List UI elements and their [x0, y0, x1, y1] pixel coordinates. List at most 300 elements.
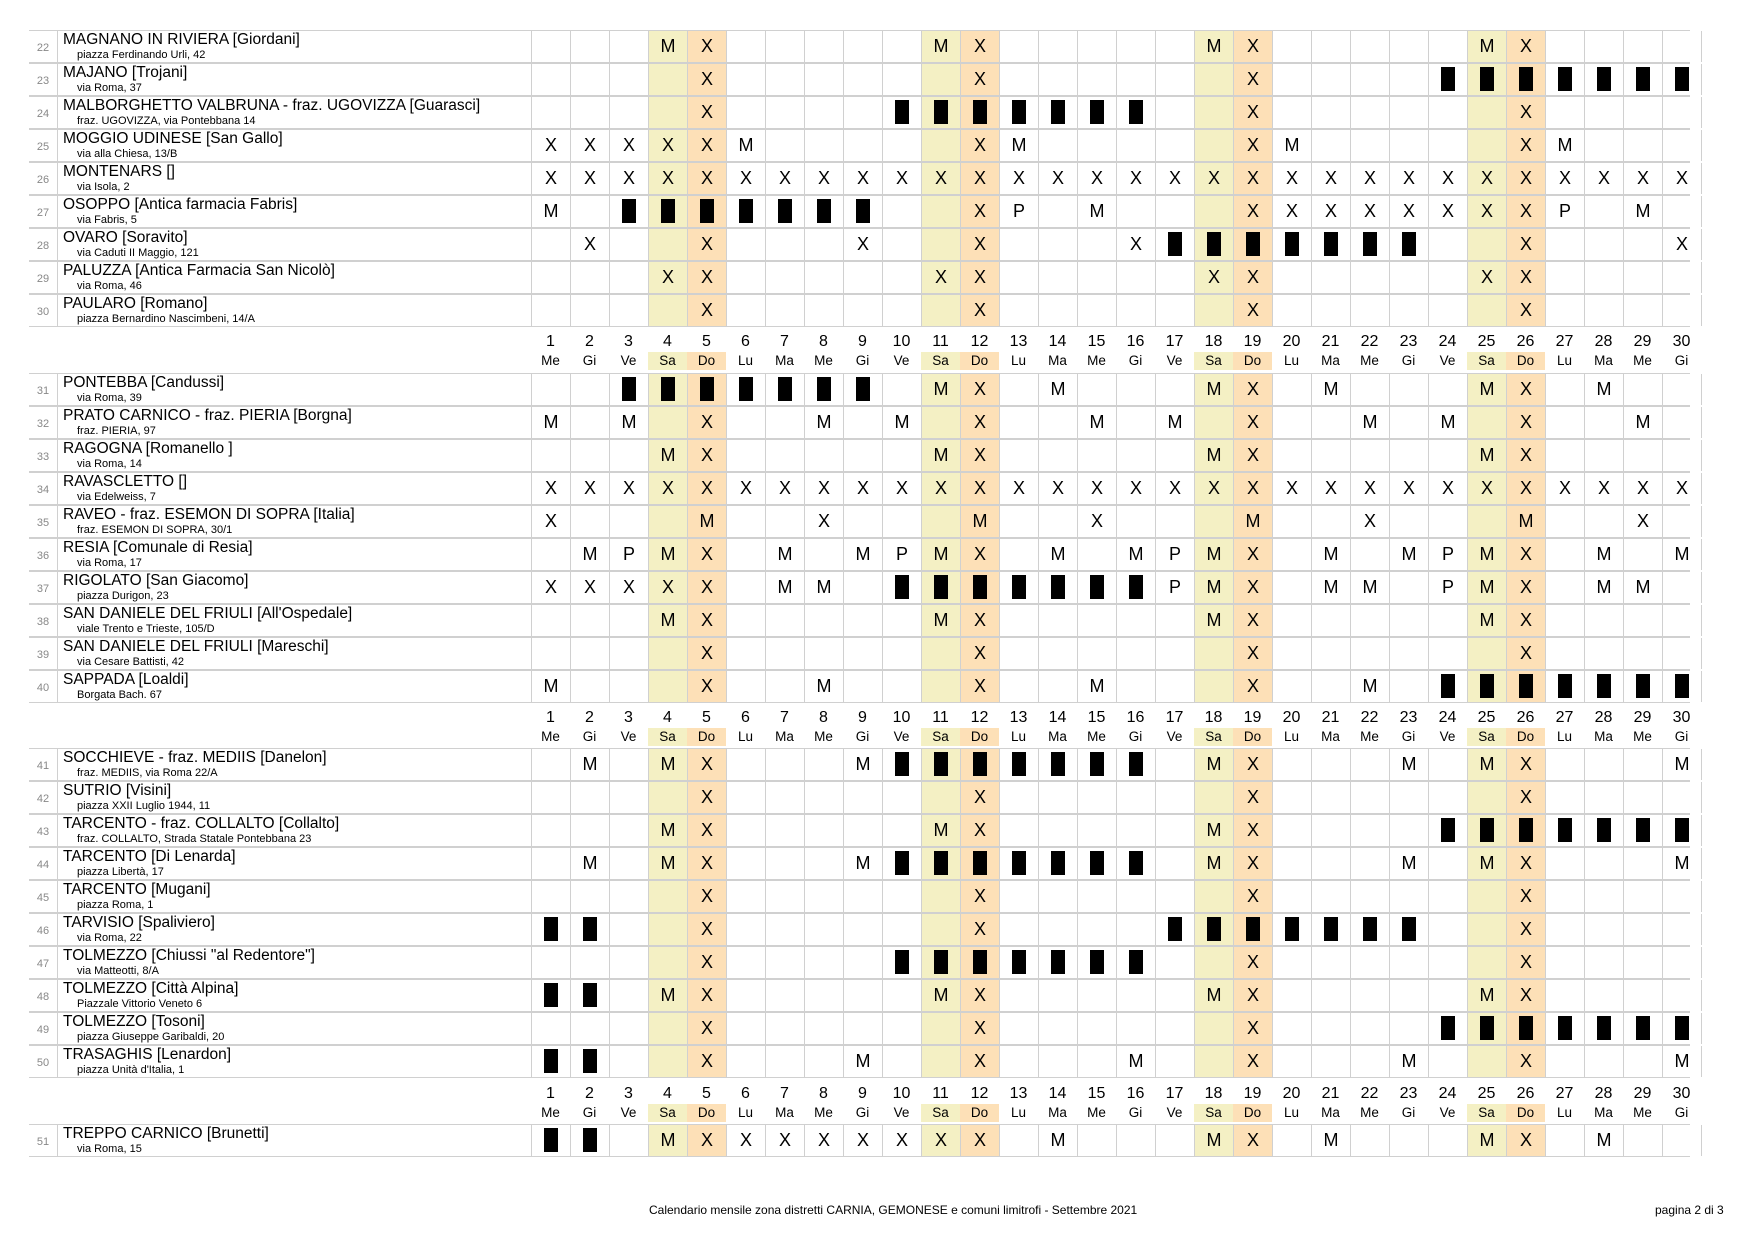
closed-bar-mark [1636, 67, 1650, 91]
schedule-cell [960, 848, 999, 879]
schedule-cell [843, 196, 882, 227]
schedule-cell [531, 539, 570, 570]
schedule-cell [1233, 539, 1272, 570]
schedule-mark: M [1206, 379, 1222, 399]
schedule-cell [570, 473, 609, 504]
day-header-cell [1350, 332, 1389, 370]
pharmacy-address: via Roma, 17 [77, 557, 142, 569]
pharmacy-address: via alla Chiesa, 13/B [77, 148, 178, 160]
schedule-cell [1038, 605, 1077, 636]
schedule-cell [960, 97, 999, 128]
schedule-mark: X [1207, 267, 1220, 287]
day-header-cell [1584, 708, 1623, 746]
schedule-cell [1038, 881, 1077, 912]
row-number: 29 [29, 262, 58, 293]
schedule-cell [960, 506, 999, 537]
day-number: 25 [1477, 709, 1496, 726]
day-number: 6 [741, 709, 750, 726]
weekday-label: Gi [582, 1105, 597, 1120]
schedule-cell [843, 97, 882, 128]
weekday-label: Ma [1048, 353, 1067, 368]
schedule-mark: X [1285, 168, 1298, 188]
schedule-cell [1350, 163, 1389, 194]
row-number: 37 [29, 572, 58, 603]
closed-bar-mark [1246, 917, 1260, 941]
closed-bar-mark [1636, 674, 1650, 698]
closed-bar-mark [583, 1049, 597, 1073]
schedule-cell [804, 881, 843, 912]
schedule-mark: X [583, 168, 596, 188]
schedule-cell [1662, 130, 1702, 161]
pharmacy-address: via Isola, 2 [77, 181, 130, 193]
closed-bar-mark [1480, 67, 1494, 91]
day-number: 15 [1087, 709, 1106, 726]
weekday-label: Gi [1674, 729, 1689, 744]
schedule-cell [1311, 440, 1350, 471]
day-header-cell [960, 708, 999, 746]
schedule-cell [765, 881, 804, 912]
schedule-mark: M [1479, 445, 1495, 465]
schedule-mark: M [1674, 1051, 1690, 1071]
schedule-cell [765, 262, 804, 293]
schedule-cell [1623, 31, 1662, 62]
day-header-cell [1623, 1084, 1662, 1122]
schedule-cell [726, 31, 765, 62]
schedule-cell [1311, 749, 1350, 780]
schedule-cell [1155, 782, 1194, 813]
schedule-cell [648, 539, 687, 570]
schedule-mark: X [817, 168, 830, 188]
schedule-cell [1194, 605, 1233, 636]
schedule-cell [1584, 97, 1623, 128]
schedule-cell [1311, 506, 1350, 537]
schedule-mark: P [622, 544, 635, 564]
closed-bar-mark [973, 851, 987, 875]
schedule-cell [1311, 605, 1350, 636]
schedule-cell [1194, 539, 1233, 570]
schedule-cell [687, 749, 726, 780]
schedule-mark: X [973, 610, 986, 630]
schedule-mark: X [1363, 478, 1376, 498]
row-number: 28 [29, 229, 58, 260]
day-number: 29 [1633, 709, 1652, 726]
day-header-cell [570, 1084, 609, 1122]
schedule-mark: X [1168, 168, 1181, 188]
schedule-cell [1077, 914, 1116, 945]
closed-bar-mark [1090, 575, 1104, 599]
schedule-mark: X [1246, 201, 1259, 221]
schedule-cell [531, 407, 570, 438]
schedule-cell [882, 947, 921, 978]
schedule-cell [1038, 815, 1077, 846]
schedule-cell [921, 506, 960, 537]
schedule-mark: X [1597, 168, 1610, 188]
schedule-cell [843, 638, 882, 669]
schedule-cell [1506, 506, 1545, 537]
weekday-label: Gi [1674, 1105, 1689, 1120]
schedule-cell [1233, 1013, 1272, 1044]
schedule-cell [1584, 605, 1623, 636]
schedule-mark: X [1597, 478, 1610, 498]
day-number: 17 [1165, 1085, 1184, 1102]
schedule-cell [609, 97, 648, 128]
schedule-mark: X [1051, 168, 1064, 188]
closed-bar-mark [856, 199, 870, 223]
schedule-cell [1545, 295, 1584, 326]
closed-bar-mark [1285, 917, 1299, 941]
schedule-cell [804, 914, 843, 945]
schedule-mark: M [1362, 412, 1378, 432]
schedule-cell [1038, 914, 1077, 945]
schedule-mark: X [973, 1018, 986, 1038]
schedule-cell [843, 407, 882, 438]
schedule-mark: X [622, 577, 635, 597]
schedule-mark: X [661, 168, 674, 188]
schedule-cell [960, 163, 999, 194]
schedule-cell [1623, 782, 1662, 813]
schedule-cell [1155, 815, 1194, 846]
schedule-cell [882, 638, 921, 669]
schedule-cell [531, 163, 570, 194]
schedule-cell [999, 407, 1038, 438]
schedule-mark: X [973, 544, 986, 564]
schedule-cell [609, 671, 648, 702]
schedule-cell [1194, 262, 1233, 293]
day-header-cell [1038, 332, 1077, 370]
schedule-mark: X [1519, 267, 1532, 287]
schedule-cell [1116, 605, 1155, 636]
schedule-cell [1155, 914, 1194, 945]
schedule-cell [1545, 848, 1584, 879]
day-header-cell [609, 1084, 648, 1122]
pharmacy-name: SUTRIO [Visini] [63, 782, 172, 799]
day-number: 28 [1594, 1085, 1613, 1102]
schedule-mark: X [739, 1130, 752, 1150]
schedule-mark: X [622, 168, 635, 188]
schedule-cell [843, 163, 882, 194]
day-number: 9 [858, 1085, 867, 1102]
day-number: 26 [1516, 1085, 1535, 1102]
schedule-cell [1155, 1125, 1194, 1156]
schedule-mark: M [1128, 1051, 1144, 1071]
schedule-cell [1077, 163, 1116, 194]
schedule-cell [1584, 1046, 1623, 1077]
pharmacy-row [29, 1045, 1690, 1078]
schedule-cell [609, 815, 648, 846]
schedule-cell [1116, 440, 1155, 471]
schedule-cell [765, 64, 804, 95]
schedule-mark: X [1519, 201, 1532, 221]
schedule-cell [726, 506, 765, 537]
schedule-cell [1116, 229, 1155, 260]
schedule-cell [1272, 64, 1311, 95]
schedule-cell [921, 1013, 960, 1044]
closed-bar-mark [778, 377, 792, 401]
closed-bar-mark [583, 983, 597, 1007]
schedule-cell [1545, 196, 1584, 227]
schedule-cell [882, 671, 921, 702]
schedule-cell [843, 947, 882, 978]
schedule-cell [726, 473, 765, 504]
schedule-cell [1545, 407, 1584, 438]
schedule-cell [1662, 407, 1702, 438]
day-header-cell [1467, 1084, 1506, 1122]
schedule-cell [1038, 97, 1077, 128]
schedule-cell [765, 1046, 804, 1077]
schedule-cell [570, 97, 609, 128]
schedule-mark: X [700, 1051, 713, 1071]
pharmacy-name: MALBORGHETTO VALBRUNA - fraz. UGOVIZZA [Guarasci] [63, 97, 481, 114]
closed-bar-mark [1519, 67, 1533, 91]
schedule-cell [687, 539, 726, 570]
schedule-cell [1389, 980, 1428, 1011]
day-header [531, 1084, 1691, 1124]
schedule-cell [1389, 295, 1428, 326]
schedule-cell [882, 881, 921, 912]
row-number: 46 [29, 914, 58, 945]
pharmacy-row [29, 472, 1690, 505]
schedule-mark: X [1480, 201, 1493, 221]
schedule-cell [1545, 31, 1584, 62]
pharmacy-name: TARVISIO [Spaliviero] [63, 914, 215, 931]
schedule-cell [1623, 638, 1662, 669]
schedule-mark: X [700, 952, 713, 972]
schedule-cell [726, 539, 765, 570]
schedule-cell [1116, 947, 1155, 978]
schedule-cell [804, 572, 843, 603]
weekday-label: Do [1233, 352, 1272, 370]
schedule-mark: X [1519, 643, 1532, 663]
day-number: 7 [780, 1085, 789, 1102]
schedule-cell [1350, 506, 1389, 537]
weekday-label: Gi [1401, 1105, 1416, 1120]
schedule-cell [1662, 749, 1702, 780]
schedule-cell [921, 1125, 960, 1156]
schedule-mark: X [700, 267, 713, 287]
day-number: 23 [1399, 709, 1418, 726]
schedule-mark: M [1674, 853, 1690, 873]
pharmacy-row [29, 748, 1690, 781]
schedule-cell [1467, 749, 1506, 780]
weekday-label: Me [1360, 1105, 1379, 1120]
weekday-label: Ve [1439, 353, 1456, 368]
schedule-cell [687, 196, 726, 227]
schedule-cell [999, 947, 1038, 978]
day-number: 18 [1204, 333, 1223, 350]
schedule-mark: X [583, 577, 596, 597]
day-header-cell [648, 1084, 687, 1122]
schedule-mark: X [700, 610, 713, 630]
weekday-label: Lu [1556, 353, 1573, 368]
schedule-mark: P [1168, 577, 1181, 597]
schedule-mark: X [817, 511, 830, 531]
schedule-mark: X [1246, 267, 1259, 287]
schedule-cell [1038, 572, 1077, 603]
schedule-cell [921, 749, 960, 780]
schedule-cell [531, 947, 570, 978]
schedule-cell [1662, 196, 1702, 227]
schedule-mark: X [1090, 168, 1103, 188]
schedule-cell [1155, 407, 1194, 438]
closed-bar-mark [1090, 752, 1104, 776]
schedule-mark: X [1519, 577, 1532, 597]
pharmacy-row [29, 1124, 1690, 1157]
day-number: 13 [1009, 709, 1028, 726]
schedule-mark: X [1129, 168, 1142, 188]
schedule-mark: X [700, 300, 713, 320]
schedule-cell [1428, 130, 1467, 161]
row-number: 47 [29, 947, 58, 978]
schedule-cell [1077, 374, 1116, 405]
schedule-cell [960, 407, 999, 438]
schedule-cell [726, 980, 765, 1011]
day-number: 18 [1204, 709, 1223, 726]
closed-bar-mark [1558, 818, 1572, 842]
schedule-cell [1311, 407, 1350, 438]
pharmacy-row [29, 373, 1690, 406]
schedule-cell [1662, 947, 1702, 978]
schedule-cell [609, 31, 648, 62]
schedule-mark: X [973, 1130, 986, 1150]
closed-bar-mark [622, 377, 636, 401]
schedule-cell [1194, 881, 1233, 912]
schedule-cell [726, 782, 765, 813]
schedule-mark: X [817, 478, 830, 498]
schedule-cell [1428, 440, 1467, 471]
schedule-mark: M [1635, 412, 1651, 432]
schedule-cell [687, 572, 726, 603]
schedule-mark: X [1480, 478, 1493, 498]
schedule-cell [999, 1046, 1038, 1077]
schedule-mark: X [1246, 643, 1259, 663]
schedule-cell [1038, 980, 1077, 1011]
schedule-mark: X [1285, 478, 1298, 498]
weekday-label: Ve [620, 1105, 637, 1120]
schedule-cell [960, 473, 999, 504]
schedule-cell [843, 749, 882, 780]
schedule-mark: M [543, 676, 559, 696]
schedule-mark: X [700, 820, 713, 840]
day-number: 23 [1399, 333, 1418, 350]
closed-bar-mark [973, 950, 987, 974]
day-number: 16 [1126, 709, 1145, 726]
schedule-cell [726, 749, 765, 780]
schedule-cell [1623, 1013, 1662, 1044]
day-header-cell [1155, 332, 1194, 370]
schedule-cell [1584, 980, 1623, 1011]
schedule-mark: X [973, 1051, 986, 1071]
schedule-cell [609, 295, 648, 326]
schedule-cell [804, 473, 843, 504]
schedule-mark: X [934, 267, 947, 287]
schedule-mark: M [933, 820, 949, 840]
schedule-mark: X [1636, 511, 1649, 531]
schedule-cell [1506, 262, 1545, 293]
closed-bar-mark [1090, 950, 1104, 974]
schedule-cell [1662, 229, 1702, 260]
schedule-mark: X [1519, 544, 1532, 564]
schedule-cell [1038, 848, 1077, 879]
pharmacy-row [29, 880, 1690, 913]
day-number: 1 [546, 709, 555, 726]
schedule-cell [1077, 130, 1116, 161]
pharmacy-row [29, 129, 1690, 162]
schedule-mark: M [1479, 985, 1495, 1005]
closed-bar-mark [700, 377, 714, 401]
schedule-cell [1155, 130, 1194, 161]
day-header-cell [1350, 1084, 1389, 1122]
schedule-cell [1194, 374, 1233, 405]
schedule-cell [960, 572, 999, 603]
schedule-cell [1116, 914, 1155, 945]
schedule-mark: X [700, 577, 713, 597]
schedule-cell [999, 782, 1038, 813]
schedule-cell [804, 130, 843, 161]
weekday-label: Sa [1194, 352, 1233, 370]
schedule-cell [1662, 374, 1702, 405]
schedule-mark: X [1246, 787, 1259, 807]
schedule-cell [1077, 262, 1116, 293]
pharmacy-name: MONTENARS [] [63, 163, 175, 180]
day-header-cell [531, 1084, 570, 1122]
schedule-cell [1194, 163, 1233, 194]
schedule-cell [1038, 31, 1077, 62]
schedule-cell [1077, 229, 1116, 260]
day-number: 2 [585, 333, 594, 350]
schedule-cell [1389, 440, 1428, 471]
schedule-mark: P [1441, 577, 1454, 597]
schedule-cell [1623, 64, 1662, 95]
schedule-cell [960, 539, 999, 570]
schedule-cell [1428, 749, 1467, 780]
schedule-mark: X [1519, 610, 1532, 630]
schedule-cell [648, 671, 687, 702]
schedule-cell [1662, 440, 1702, 471]
closed-bar-mark [1597, 818, 1611, 842]
schedule-cell [1506, 64, 1545, 95]
schedule-cell [1272, 914, 1311, 945]
schedule-cell [531, 980, 570, 1011]
schedule-mark: X [544, 577, 557, 597]
day-header-cell [1584, 332, 1623, 370]
schedule-cell [1584, 262, 1623, 293]
row-number: 42 [29, 782, 58, 813]
pharmacy-row [29, 847, 1690, 880]
schedule-mark: M [1596, 544, 1612, 564]
schedule-cell [687, 130, 726, 161]
day-number: 27 [1555, 333, 1574, 350]
row-number: 39 [29, 638, 58, 669]
schedule-mark: X [973, 478, 986, 498]
schedule-cell [648, 440, 687, 471]
pharmacy-address: fraz. PIERIA, 97 [77, 425, 156, 437]
schedule-cell [1389, 374, 1428, 405]
schedule-cell [843, 440, 882, 471]
schedule-cell [999, 638, 1038, 669]
schedule-cell [648, 749, 687, 780]
pharmacy-name: RAVASCLETTO [] [63, 473, 188, 490]
closed-bar-mark [895, 950, 909, 974]
day-number: 11 [932, 1085, 949, 1102]
schedule-cell [1116, 572, 1155, 603]
pharmacy-name: RIGOLATO [San Giacomo] [63, 572, 249, 589]
day-header-cell [1272, 708, 1311, 746]
closed-bar-mark [895, 851, 909, 875]
schedule-cell [1428, 374, 1467, 405]
schedule-cell [1350, 440, 1389, 471]
pharmacy-row [29, 670, 1690, 703]
schedule-cell [1545, 914, 1584, 945]
